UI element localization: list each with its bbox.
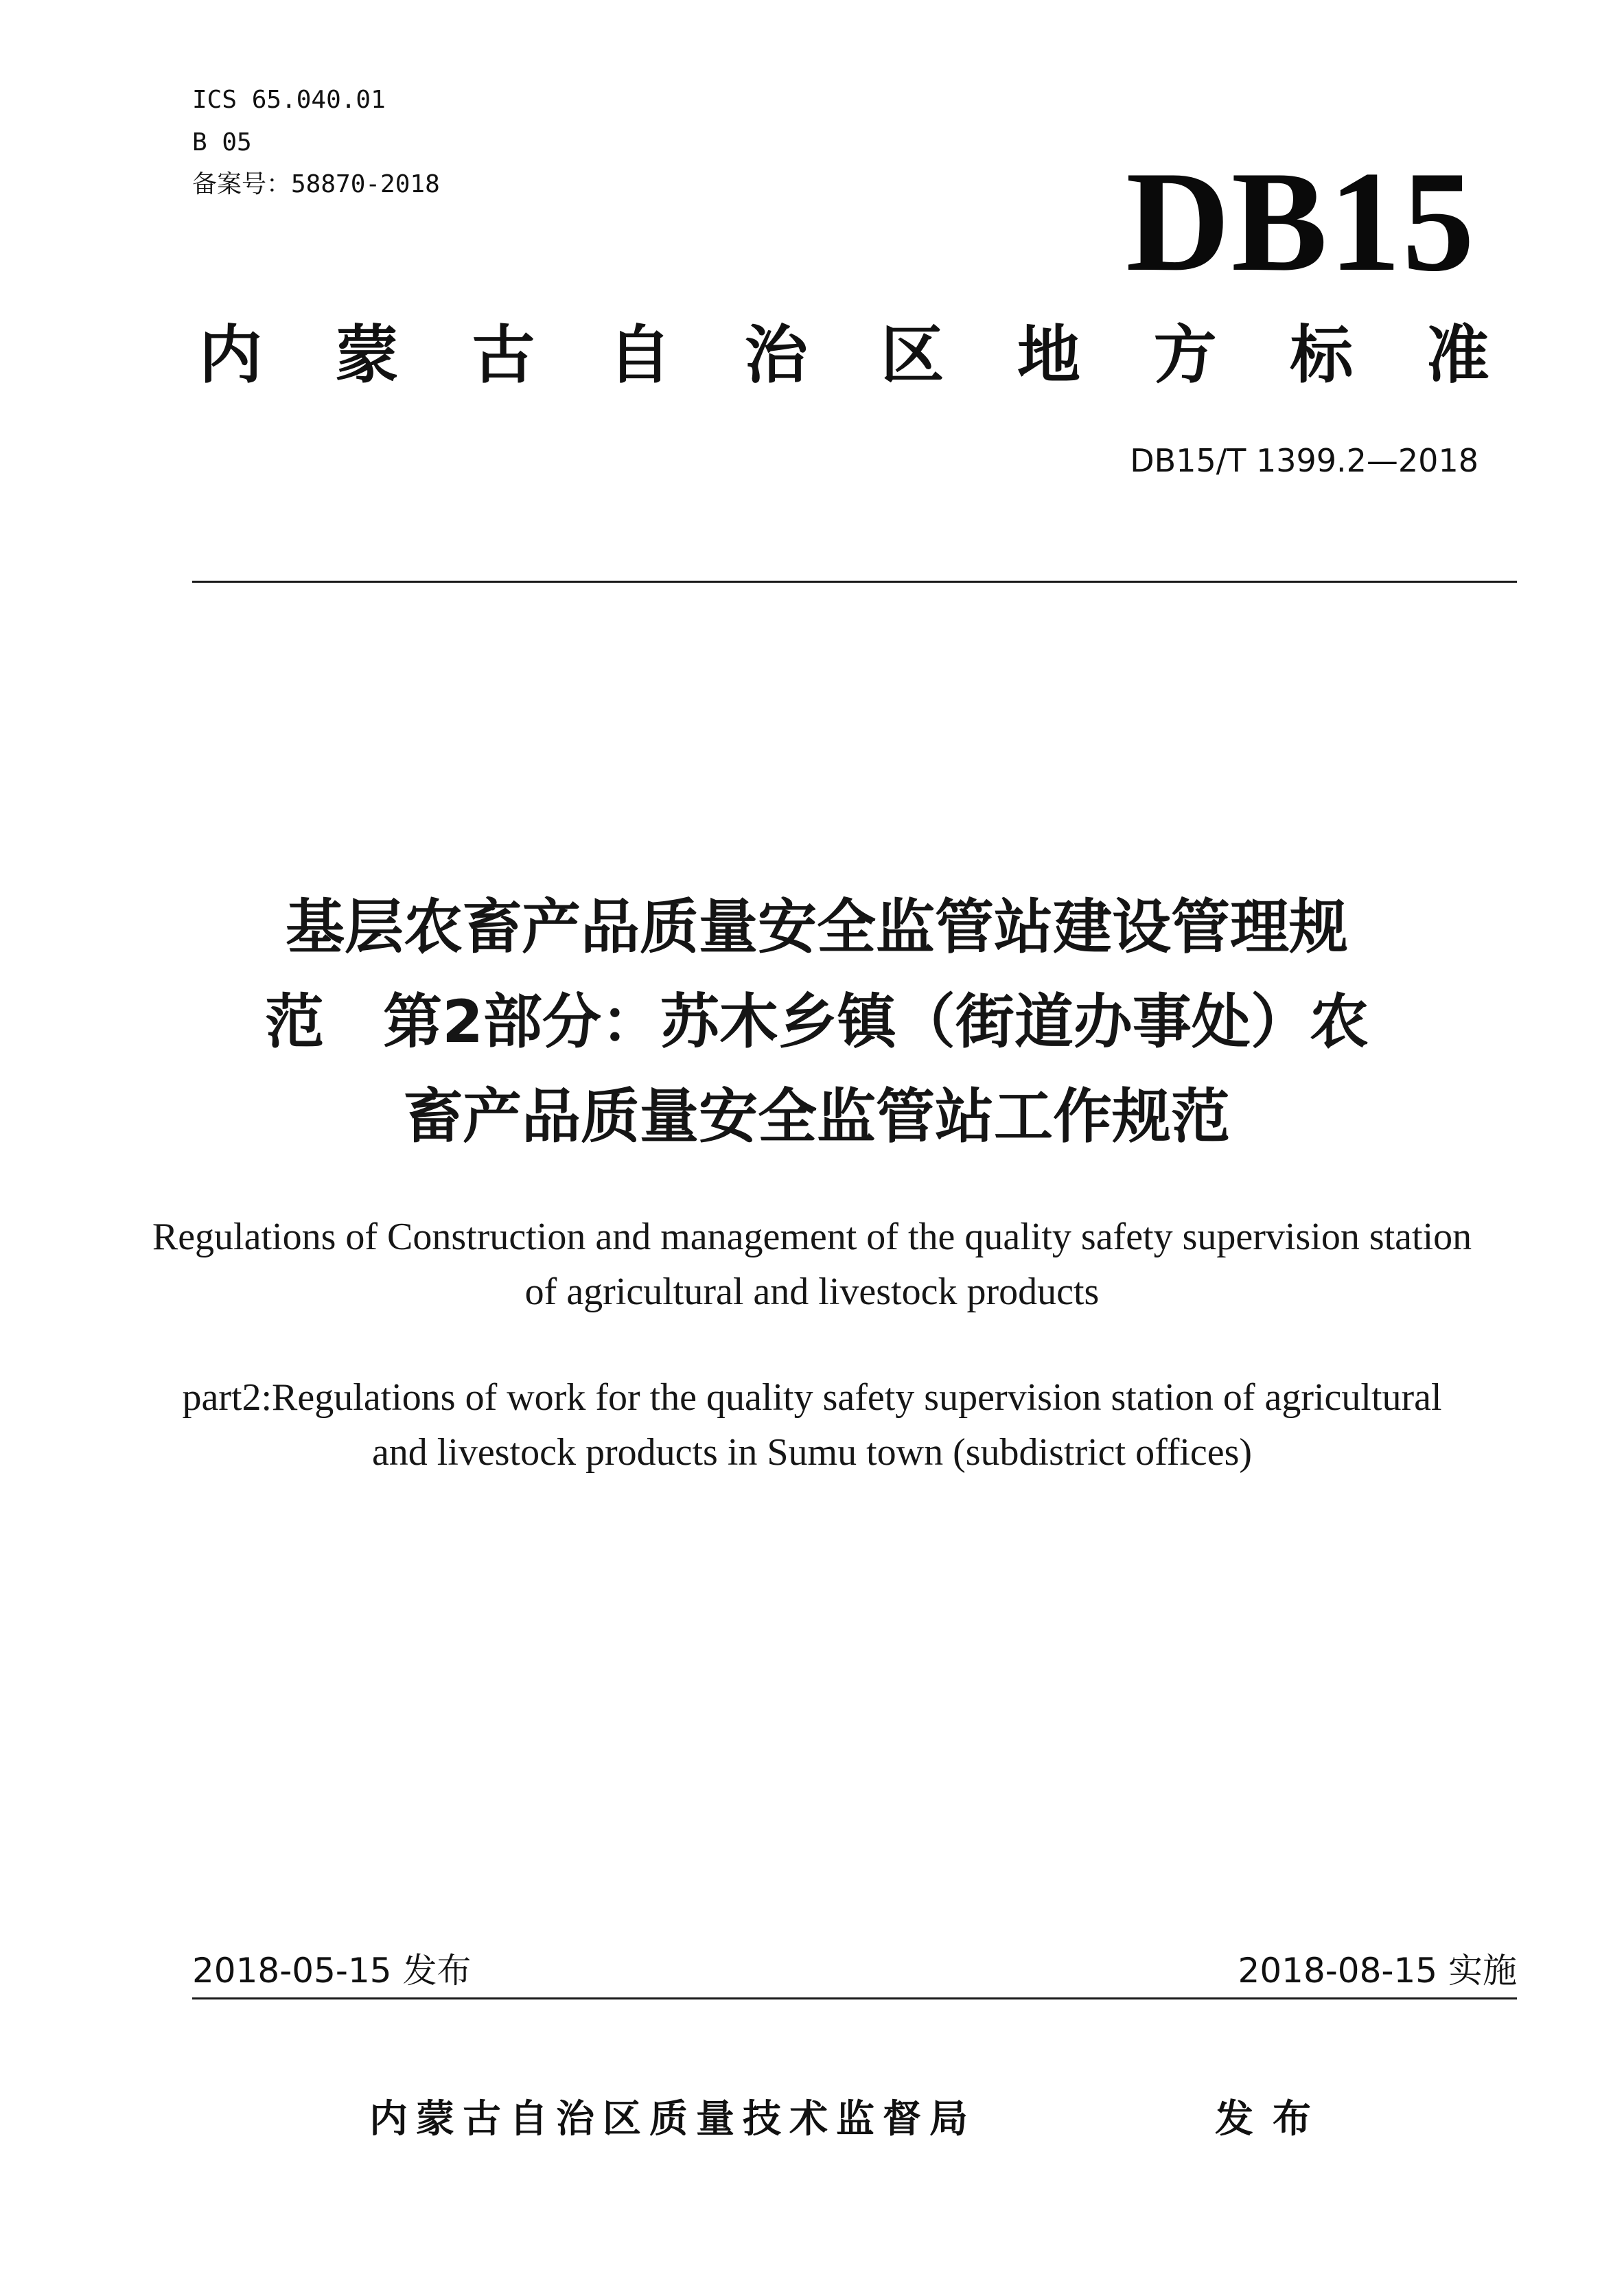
standard-type-char: 内 — [199, 318, 263, 392]
standard-type-char: 治 — [744, 318, 808, 392]
standard-code: DB15 — [1126, 142, 1476, 301]
standard-type-char: 蒙 — [335, 318, 399, 392]
standard-type-char: 区 — [881, 318, 944, 392]
english-title-line: and livestock products in Sumu town (subdistrict offices) — [371, 1431, 1253, 1474]
chinese-title-line: 范 第2部分：苏木乡镇（街道办事处）农 — [265, 988, 1369, 1056]
issuing-authority: 内蒙古自治区质量技术监督局 — [369, 2097, 976, 2142]
english-title-part2 — [137, 1370, 1487, 1480]
chinese-title-line: 畜产品质量安全监管站工作规范 — [404, 1082, 1230, 1151]
chinese-title-line: 基层农畜产品质量安全监管站建设管理规 — [286, 893, 1348, 962]
english-title-line: Regulations of Construction and management of the quality safety supervision station — [152, 1216, 1472, 1258]
standard-type-heading — [199, 318, 1489, 392]
standard-type-char: 地 — [1017, 318, 1080, 392]
standard-type-char: 古 — [472, 318, 535, 392]
standard-type-char: 标 — [1290, 318, 1354, 392]
standard-type-char: 自 — [607, 318, 671, 392]
issue-label: 发布 — [1215, 2097, 1330, 2142]
english-title-line: part2:Regulations of work for the quality safety supervision station of agricultural — [182, 1376, 1442, 1419]
standard-number: DB15/T 1399.2—2018 — [1130, 442, 1478, 479]
bottom-divider — [192, 1997, 1517, 1999]
standard-type-char: 方 — [1153, 318, 1217, 392]
standard-type-char: 准 — [1426, 318, 1489, 392]
top-divider — [192, 581, 1517, 583]
publish-date: 2018-05-15 发布 — [192, 1951, 472, 1991]
implement-date: 2018-08-15 实施 — [1238, 1951, 1517, 1991]
english-title-line: of agricultural and livestock products — [524, 1271, 1100, 1313]
ics-code: ICS 65.040.01 — [192, 86, 386, 114]
chinese-title — [151, 880, 1483, 1164]
ccs-code: B 05 — [192, 128, 252, 156]
date-row — [192, 1951, 1517, 1991]
record-number: 备案号：58870-2018 — [192, 170, 440, 198]
english-title-part1 — [137, 1209, 1487, 1319]
